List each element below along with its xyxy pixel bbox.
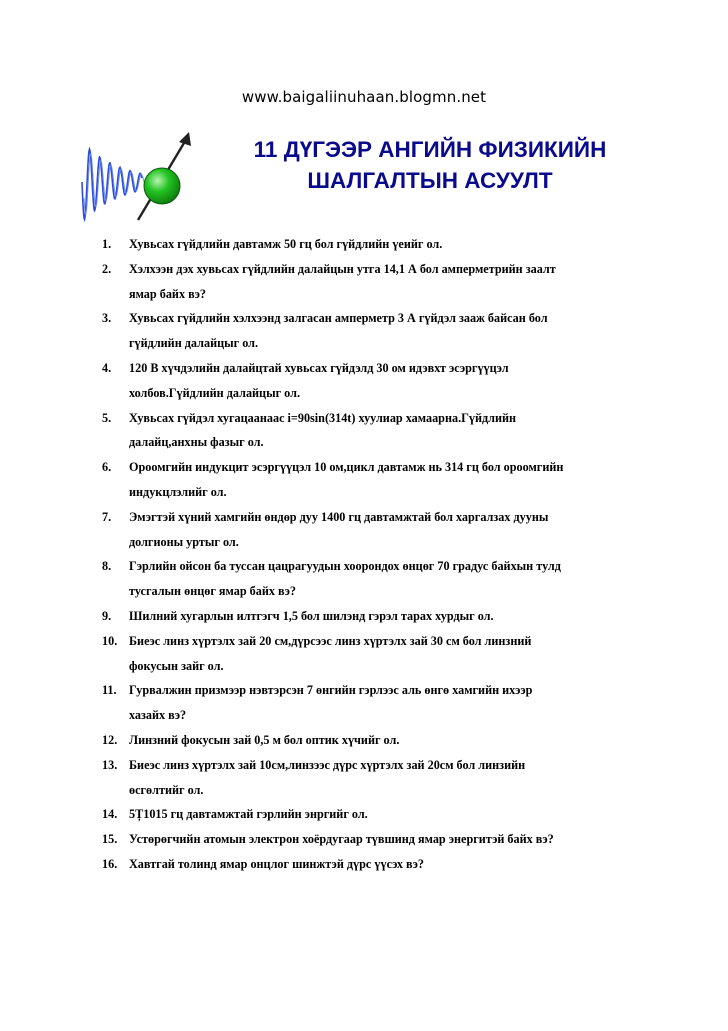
question-text-line: ямар байх вэ? bbox=[129, 286, 207, 301]
question-text-line: Биеэс линз хүртэлх зай 20 см,дүрсээс линз хүртэлх зай 30 см бол линзний bbox=[129, 633, 532, 648]
question-text-line: Хувьсах гүйдэл хугацаанаас i=90sin(314t) хуулиар хамаарна.Гүйдлийн bbox=[129, 410, 517, 425]
question-item bbox=[102, 356, 662, 406]
question-item bbox=[102, 257, 662, 307]
question-item bbox=[102, 232, 662, 257]
arrow-head-icon bbox=[179, 132, 191, 146]
question-item bbox=[102, 753, 662, 803]
question-number: 3. bbox=[102, 311, 112, 326]
question-text-line: Хэлхээн дэх хувьсах гүйдлийн далайцын утга 14,1 А бол амперметрийн заалт bbox=[129, 261, 556, 276]
question-text-line: Хувьсах гүйдлийн давтамж 50 гц бол гүйдлийн үеийг ол. bbox=[129, 237, 443, 251]
question-text-line: 5Ț1015 гц давтамжтай гэрлийн энргийг ол. bbox=[129, 807, 368, 822]
question-text-line: далайц,анхны фазыг ол. bbox=[129, 435, 264, 450]
question-number: 15. bbox=[102, 832, 118, 847]
green-ball-icon bbox=[144, 168, 180, 204]
question-text-line: Шилний хугарлын илтгэгч 1,5 бол шилэнд гэрэл тарах хурдыг ол. bbox=[129, 608, 494, 623]
page-title bbox=[200, 134, 660, 196]
wave-icon bbox=[82, 149, 142, 219]
question-number: 14. bbox=[102, 807, 118, 822]
question-text-line: Хавтгай толинд ямар онцлог шинжтэй дүрс үүсэх вэ? bbox=[129, 856, 424, 871]
question-item bbox=[102, 629, 662, 679]
question-list bbox=[102, 232, 662, 877]
question-text-line: 120 В хүчдэлийн далайцтай хувьсах гүйдэлд 30 ом идэвхт эсэргүүцэл bbox=[129, 360, 509, 375]
question-text-line: хазайх вэ? bbox=[129, 708, 187, 723]
physics-wave-atom-icon bbox=[78, 124, 208, 234]
question-number: 2. bbox=[102, 261, 112, 276]
question-item bbox=[102, 678, 662, 728]
question-number: 4. bbox=[102, 360, 112, 375]
question-item bbox=[102, 306, 662, 356]
question-number: 8. bbox=[102, 559, 112, 574]
question-text-line: тусгалын өнцөг ямар байх вэ? bbox=[129, 584, 296, 599]
question-text-line: Биеэс линз хүртэлх зай 10см,линзээс дүрс хүртэлх зай 20см бол линзийн bbox=[129, 757, 526, 772]
question-text-line: фокусын зайг ол. bbox=[129, 658, 224, 673]
question-text-line: Хувьсах гүйдлийн хэлхээнд залгасан амперметр 3 А гүйдэл зааж байсан бол bbox=[129, 311, 548, 326]
title-line-1: 11 ДҮГЭЭР АНГИЙН ФИЗИКИЙН bbox=[253, 137, 607, 162]
title-line-2: ШАЛГАЛТЫН АСУУЛТ bbox=[307, 168, 553, 193]
question-item bbox=[102, 505, 662, 555]
question-number: 9. bbox=[102, 608, 112, 623]
question-text-line: холбов.Гүйдлийн далайцыг ол. bbox=[129, 385, 300, 400]
question-item bbox=[102, 604, 662, 629]
question-text-line: гүйдлийн далайцыг ол. bbox=[129, 336, 259, 351]
question-text-line: долгионы уртыг ол. bbox=[129, 534, 239, 549]
question-text-line: индукцлэлийг ол. bbox=[129, 484, 227, 499]
question-text-line: Линзний фокусын зай 0,5 м бол оптик хүчийг ол. bbox=[129, 732, 400, 747]
question-number: 5. bbox=[102, 410, 112, 425]
question-text-line: Ороомгийн индукцит эсэргүүцэл 10 ом,цикл давтамж нь 314 гц бол ороомгийн bbox=[129, 460, 564, 475]
question-number: 7. bbox=[102, 509, 112, 524]
question-item bbox=[102, 852, 662, 877]
question-text-line: Устөрөгчийн атомын электрон хоёрдугаар түвшинд ямар энергитэй байх вэ? bbox=[129, 832, 554, 847]
question-text-line: Гэрлийн ойсон ба туссан цацрагуудын хоорондох өнцөг 70 градус байхын тулд bbox=[129, 559, 561, 574]
question-item bbox=[102, 728, 662, 753]
question-text-line: Эмэгтэй хүний хамгийн өндөр дуу 1400 гц давтамжтай бол харгалзах дууны bbox=[129, 509, 549, 524]
question-number: 10. bbox=[102, 633, 118, 648]
question-text-line: Гурвалжин призмээр нэвтэрсэн 7 өнгийн гэрлээс аль өнгө хамгийн ихээр bbox=[129, 683, 533, 698]
question-text-line: өсгөлтийг ол. bbox=[129, 782, 204, 797]
question-item bbox=[102, 802, 662, 827]
question-number: 6. bbox=[102, 460, 112, 475]
question-item bbox=[102, 554, 662, 604]
site-url: www.baigaliinuhaan.blogmn.net bbox=[241, 88, 487, 106]
question-item bbox=[102, 827, 662, 852]
question-item bbox=[102, 406, 662, 456]
question-number: 16. bbox=[102, 856, 118, 871]
question-number: 1. bbox=[102, 237, 112, 251]
question-number: 11. bbox=[102, 683, 117, 698]
question-number: 12. bbox=[102, 732, 118, 747]
question-number: 13. bbox=[102, 757, 118, 772]
question-item bbox=[102, 455, 662, 505]
